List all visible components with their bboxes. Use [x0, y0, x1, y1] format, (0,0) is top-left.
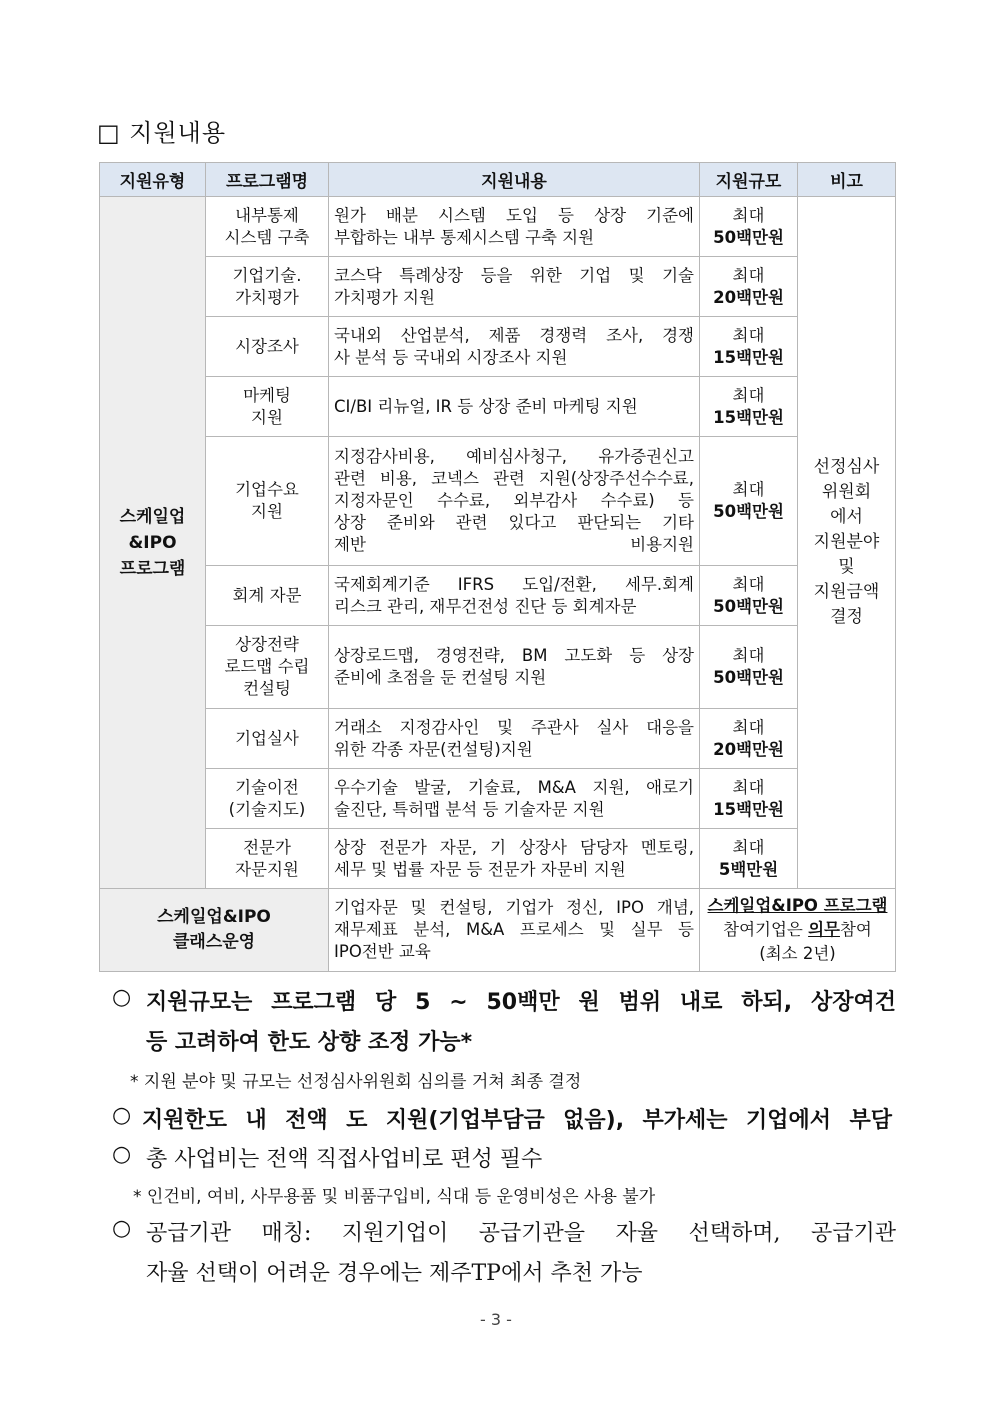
description-line: 위한 각종 자문(컨설팅)지원: [334, 739, 533, 759]
class-note-line2: [704, 918, 891, 942]
program-name-line: 시장조사: [235, 336, 299, 356]
group-type-cell: [100, 197, 206, 889]
header-program: 프로그램명: [206, 163, 329, 197]
description-line: 세무 및 법률 자문 등 전문가 자문비 지원: [334, 859, 626, 879]
footnote: * 인건비, 여비, 사무용품 및 비품구입비, 식대 등 운영비성은 사용 불가: [133, 1187, 656, 1207]
size-amount: 20백만원: [713, 287, 784, 307]
support-size: [700, 566, 798, 626]
group-note-line: 지원금액: [813, 582, 880, 602]
program-name-line: 회계 자문: [232, 585, 302, 605]
program-name-line: (기술지도): [228, 799, 306, 819]
program-name-line: 마케팅: [243, 385, 291, 405]
program-description: [329, 257, 700, 317]
class-note-line3: (최소 2년): [759, 944, 836, 963]
group-type-line: &IPO: [128, 532, 177, 553]
size-label: 최대: [732, 385, 765, 405]
bullet-text: 자율 선택이 어려운 경우에는 제주TP에서 추천 가능: [146, 1261, 643, 1286]
table-header-row: [100, 163, 896, 197]
program-name: [206, 709, 329, 769]
group-note-cell: [798, 197, 896, 889]
program-description: [329, 197, 700, 257]
description-line: 준비에 초점을 둔 컨설팅 지원: [334, 668, 547, 687]
bullet-text: 총 사업비는 전액 직접사업비로 편성 필수: [146, 1147, 543, 1172]
class-name-line: 스케일업&IPO: [157, 907, 271, 927]
program-name-line: 자문지원: [235, 859, 299, 879]
description-line: 리스크 관리, 재무건전성 진단 등 회계자문: [334, 596, 637, 616]
description-line: 우수기술 발굴, 기술료, M&A 지원, 애로기: [334, 777, 694, 797]
description-line: 부합하는 내부 통제시스템 구축 지원: [334, 227, 595, 247]
class-note-line1: 스케일업&IPO 프로그램: [707, 896, 888, 915]
header-content: 지원내용: [329, 163, 700, 197]
bullet-text: 지원규모는 프로그램 당 5 ~ 50백만 원 범위 내로 하되, 상장여건: [146, 990, 896, 1015]
program-name-line: 로드맵 수립: [224, 657, 310, 676]
class-row: [100, 889, 896, 972]
size-amount: 5백만원: [718, 859, 779, 879]
size-label: 최대: [732, 205, 765, 225]
table-row: [100, 709, 896, 769]
description-line: 기업자문 및 컨설팅, 기업가 정신, IPO 개념,: [334, 898, 694, 917]
program-name-line: 지원: [251, 502, 283, 521]
group-note-line: 결정: [830, 607, 863, 627]
class-name-line: 클래스운영: [172, 932, 256, 952]
size-label: 최대: [732, 265, 765, 285]
support-size: [700, 437, 798, 566]
description-line: 코스닥 특례상장 등을 위한 기업 및 기술: [334, 265, 694, 285]
program-name-line: 기술이전: [235, 777, 299, 797]
description-line: 지정자문인 수수료, 외부감사 수수료) 등: [334, 491, 694, 510]
description-line: 술진단, 특허맵 분석 등 기술자문 지원: [334, 799, 605, 819]
program-name: [206, 317, 329, 377]
program-name: [206, 197, 329, 257]
description-line: 거래소 지정감사인 및 주관사 실사 대응을: [334, 717, 694, 737]
bullet-icon: ○: [112, 1103, 132, 1128]
class-note: [700, 889, 896, 972]
description-line: 재무제표 분석, M&A 프로세스 및 실무 등: [334, 920, 694, 939]
size-label: 최대: [732, 646, 765, 665]
table-row: [100, 626, 896, 709]
bullet-text: 등 고려하여 한도 상향 조정 가능*: [146, 1030, 473, 1055]
header-note: 비고: [798, 163, 896, 197]
program-name: [206, 437, 329, 566]
program-name-line: 내부통제: [235, 205, 299, 225]
program-name: [206, 626, 329, 709]
size-amount: 15백만원: [713, 799, 784, 819]
bullet-icon: ○: [112, 1142, 132, 1167]
support-size: [700, 257, 798, 317]
description-line: 상장로드맵, 경영전략, BM 고도화 등 상장: [334, 646, 694, 665]
size-amount: 50백만원: [713, 227, 784, 247]
table-row: [100, 317, 896, 377]
program-name-line: 기업실사: [235, 728, 299, 748]
size-label: 최대: [732, 574, 765, 594]
program-description: [329, 437, 700, 566]
bullet-icon: ○: [112, 1216, 132, 1241]
class-note-emphasis: 의무: [808, 920, 840, 939]
size-amount: 15백만원: [713, 347, 784, 367]
header-type: 지원유형: [100, 163, 206, 197]
bullet-text: 공급기관 매칭: 지원기업이 공급기관을 자율 선택하며, 공급기관: [146, 1221, 896, 1246]
program-name-line: 기업수요: [235, 480, 299, 499]
table-row: [100, 437, 896, 566]
program-description: [329, 829, 700, 889]
size-label: 최대: [732, 837, 765, 857]
section-title: □ 지원내용: [97, 119, 227, 147]
bullet-text: 지원한도 내 전액 도 지원(기업부담금 없음), 부가세는 기업에서 부담: [142, 1108, 892, 1133]
group-note-line: 에서: [830, 507, 863, 527]
size-amount: 15백만원: [713, 407, 784, 427]
group-note-line: 선정심사: [813, 457, 880, 477]
table-row: [100, 566, 896, 626]
description-line: 원가 배분 시스템 도입 등 상장 기준에: [334, 205, 694, 225]
size-amount: 20백만원: [713, 739, 784, 759]
description-line: 상장 준비와 관련 있다고 판단되는 기타: [334, 513, 694, 532]
support-size: [700, 709, 798, 769]
program-name: [206, 566, 329, 626]
header-size: 지원규모: [700, 163, 798, 197]
class-note-pre: 참여기업은: [723, 920, 809, 939]
description-line: 국내외 산업분석, 제품 경쟁력 조사, 경쟁: [334, 325, 694, 345]
page-number: - 3 -: [480, 1310, 512, 1329]
size-label: 최대: [732, 777, 765, 797]
footnote: * 지원 분야 및 규모는 선정심사위원회 심의를 거쳐 최종 결정: [130, 1072, 582, 1092]
table-row: [100, 257, 896, 317]
size-amount: 50백만원: [713, 502, 784, 521]
table-row: [100, 197, 896, 257]
program-name: [206, 377, 329, 437]
size-amount: 50백만원: [713, 668, 784, 687]
description-line: IPO전반 교육: [334, 942, 431, 961]
description-line: 국제회계기준 IFRS 도입/전환, 세무.회계: [334, 574, 694, 594]
description-line: 관련 비용, 코넥스 관련 지원(상장주선수수료,: [334, 469, 694, 488]
program-description: [329, 377, 700, 437]
group-note-line: 위원회: [821, 482, 872, 502]
program-description: [329, 709, 700, 769]
group-type-line: 스케일업: [119, 506, 186, 527]
program-name-line: 전문가: [243, 837, 291, 857]
group-note-line: 및: [838, 557, 855, 577]
table-row: [100, 829, 896, 889]
description-line: 사 분석 등 국내외 시장조사 지원: [334, 347, 568, 367]
program-name: [206, 769, 329, 829]
size-label: 최대: [732, 717, 765, 737]
support-size: [700, 626, 798, 709]
class-description: [329, 889, 700, 972]
program-name-line: 상장전략: [235, 635, 299, 654]
group-note-line: 지원분야: [813, 532, 880, 552]
description-line: 가치평가 지원: [334, 287, 435, 307]
support-table: [99, 162, 896, 972]
size-label: 최대: [732, 480, 765, 499]
class-name: [100, 889, 329, 972]
description-line: 상장 전문가 자문, 기 상장사 담당자 멘토링,: [334, 837, 694, 857]
program-name-line: 지원: [251, 407, 283, 427]
description-line: CI/BI 리뉴얼, IR 등 상장 준비 마케팅 지원: [334, 396, 638, 416]
size-amount: 50백만원: [713, 596, 784, 616]
program-name: [206, 829, 329, 889]
program-name-line: 시스템 구축: [224, 227, 310, 247]
support-size: [700, 377, 798, 437]
program-description: [329, 317, 700, 377]
program-description: [329, 626, 700, 709]
support-size: [700, 317, 798, 377]
support-size: [700, 829, 798, 889]
table-row: [100, 377, 896, 437]
program-description: [329, 566, 700, 626]
program-description: [329, 769, 700, 829]
bullet-icon: ○: [112, 985, 132, 1010]
size-label: 최대: [732, 325, 765, 345]
description-line: 제반 비용지원: [334, 535, 694, 554]
program-name-line: 기업기술.: [232, 265, 302, 285]
class-note-post: 참여: [839, 920, 872, 939]
group-type-line: 프로그램: [119, 558, 186, 579]
support-size: [700, 197, 798, 257]
program-name-line: 가치평가: [235, 287, 299, 307]
table-row: [100, 769, 896, 829]
program-name: [206, 257, 329, 317]
support-size: [700, 769, 798, 829]
description-line: 지정감사비용, 예비심사청구, 유가증권신고: [334, 447, 694, 466]
program-name-line: 컨설팅: [243, 679, 291, 698]
